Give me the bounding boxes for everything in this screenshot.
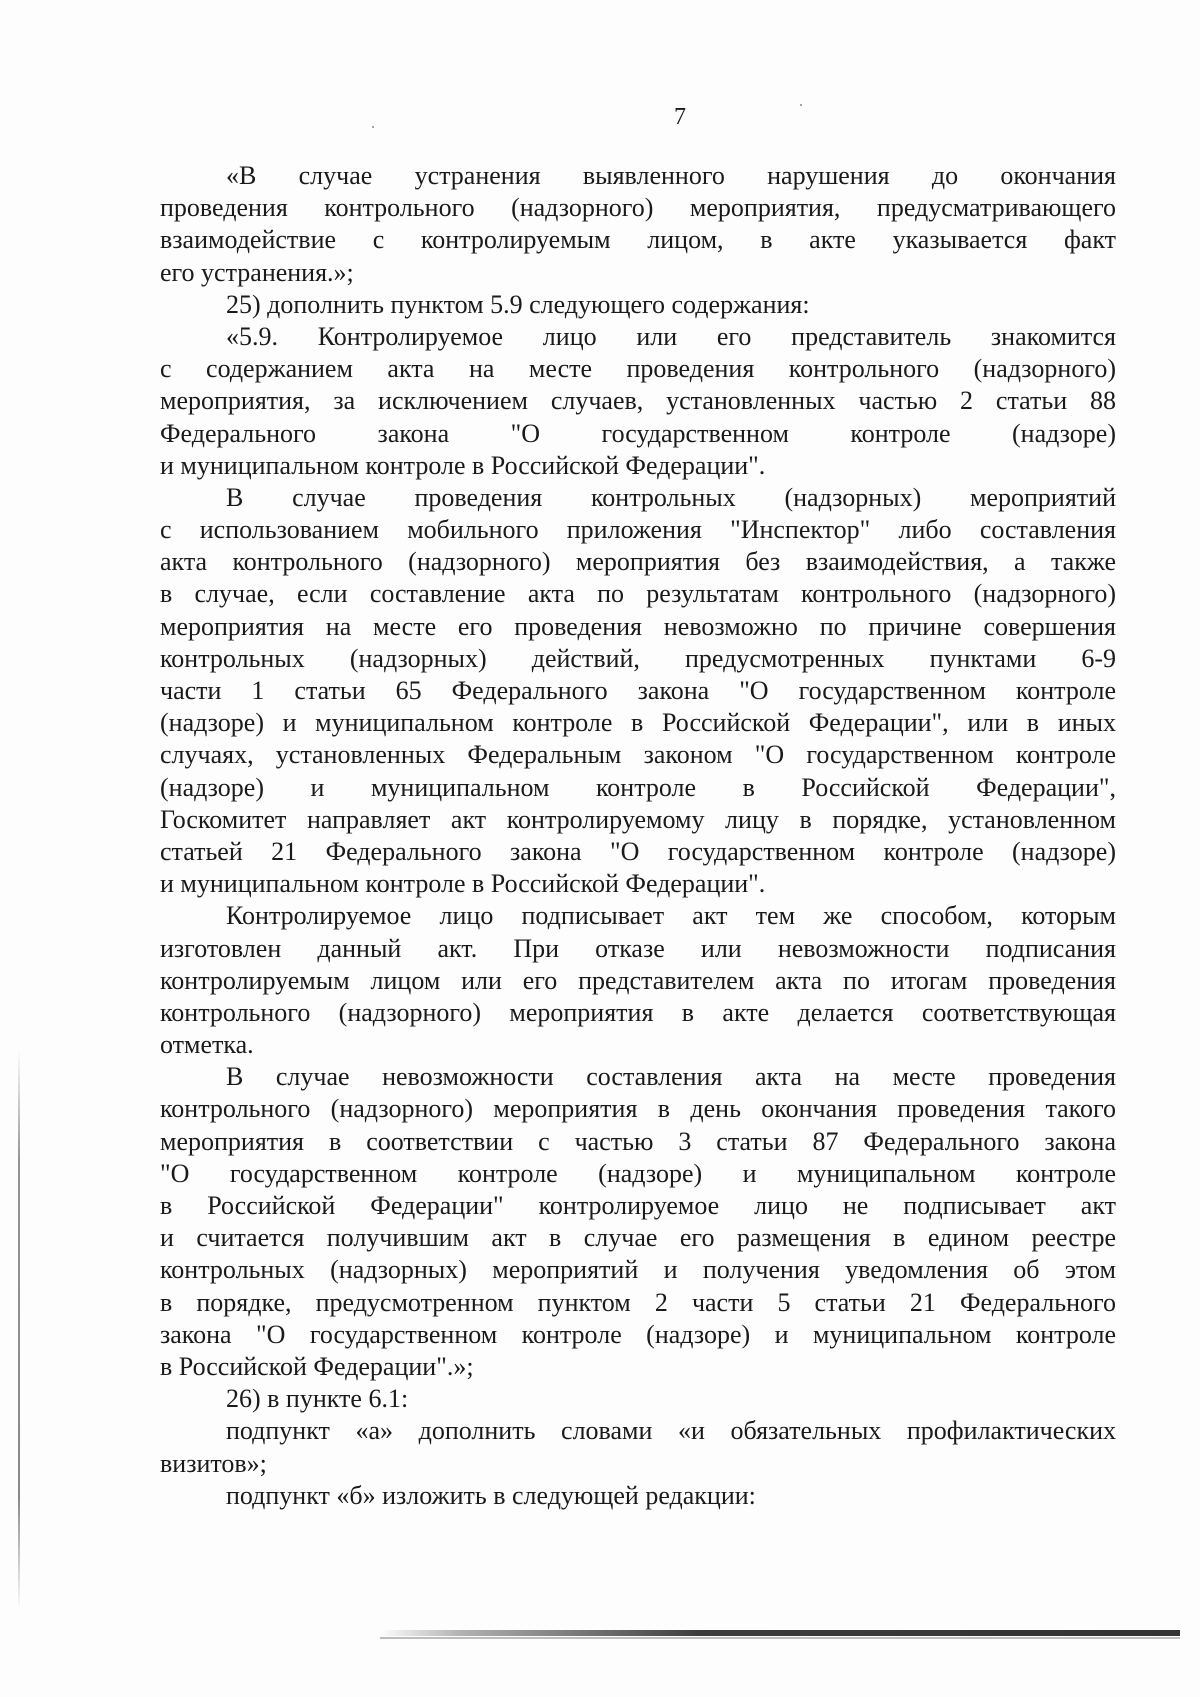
scan-speck	[372, 126, 374, 128]
text-line: (надзоре) и муниципальном контроле в Российской Федерации",	[160, 772, 1116, 802]
text-line: контрольных (надзорных) мероприятий и получения уведомления об этом	[160, 1255, 1116, 1285]
text-line: подпункт «а» дополнить словами «и обязательных профилактических	[226, 1416, 1116, 1446]
paragraph	[160, 289, 1116, 321]
text-line: и муниципальном контроле в Российской Федерации".	[160, 869, 766, 899]
text-line: в порядке, предусмотренном пунктом 2 части 5 статьи 21 Федерального	[160, 1287, 1116, 1317]
paragraph	[160, 1415, 1116, 1479]
paragraph	[160, 321, 1116, 482]
paragraph	[160, 1480, 1116, 1512]
text-line: и считается получившим акт в случае его размещения в едином реестре	[160, 1223, 1116, 1253]
text-line: статьей 21 Федерального закона "О государственном контроле (надзоре)	[160, 836, 1116, 866]
text-line: контрольных (надзорных) действий, предусмотренных пунктами 6-9	[160, 643, 1116, 673]
paragraph	[160, 1383, 1116, 1415]
text-line: в случае, если составление акта по результатам контрольного (надзорного)	[160, 579, 1116, 609]
text-line: взаимодействие с контролируемым лицом, в акте указывается факт	[160, 225, 1116, 255]
scan-edge-bottom-shadow	[380, 1637, 1180, 1639]
text-line: Госкомитет направляет акт контролируемому лицу в порядке, установленном	[160, 804, 1116, 834]
document-body	[160, 160, 1116, 1512]
text-line: контрольного (надзорного) мероприятия в день окончания проведения такого	[160, 1094, 1116, 1124]
text-line: В случае невозможности составления акта на месте проведения	[226, 1062, 1116, 1092]
scan-speck	[800, 104, 802, 106]
scan-edge-left	[18, 1050, 20, 1610]
text-line: Контролируемое лицо подписывает акт тем же способом, которым	[226, 901, 1116, 931]
text-line: визитов»;	[160, 1448, 267, 1478]
text-line: акта контрольного (надзорного) мероприятия без взаимодействия, а также	[160, 547, 1116, 577]
text-line: с содержанием акта на месте проведения контрольного (надзорного)	[160, 354, 1116, 384]
text-line: случаях, установленных Федеральным законом "О государственном контроле	[160, 740, 1116, 770]
text-line: его устранения.»;	[160, 257, 354, 287]
text-line: в Российской Федерации" контролируемое лицо не подписывает акт	[160, 1191, 1116, 1220]
text-line: «5.9. Контролируемое лицо или его представитель знакомится	[226, 321, 1116, 351]
scan-edge-bottom	[380, 1630, 1180, 1636]
text-line: закона "О государственном контроле (надзоре) и муниципальном контроле	[160, 1319, 1116, 1349]
text-line: и муниципальном контроле в Российской Федерации".	[160, 450, 766, 480]
text-line: части 1 статьи 65 Федерального закона "О государственном контроле	[160, 676, 1116, 705]
text-line: "О государственном контроле (надзоре) и муниципальном контроле	[160, 1158, 1116, 1188]
text-line: Федерального закона "О государственном контроле (надзоре)	[160, 418, 1116, 448]
text-line: 25) дополнить пунктом 5.9 следующего содержания:	[226, 289, 810, 319]
text-line: отметка.	[160, 1030, 254, 1060]
text-line: «В случае устранения выявленного нарушения до окончания	[226, 161, 1116, 190]
paragraph	[160, 160, 1116, 289]
paragraph	[160, 900, 1116, 1061]
paragraph	[160, 482, 1116, 900]
text-line: мероприятия на месте его проведения невозможно по причине совершения	[160, 611, 1116, 641]
text-line: мероприятия, за исключением случаев, установленных частью 2 статьи 88	[160, 386, 1116, 416]
text-line: контролируемым лицом или его представителем акта по итогам проведения	[160, 965, 1116, 995]
page-number: 7	[674, 104, 686, 130]
text-line: В случае проведения контрольных (надзорных) мероприятий	[226, 482, 1116, 512]
text-line: изготовлен данный акт. При отказе или невозможности подписания	[160, 933, 1116, 963]
text-line: (надзоре) и муниципальном контроле в Российской Федерации", или в иных	[160, 708, 1116, 738]
text-line: контрольного (надзорного) мероприятия в акте делается соответствующая	[160, 997, 1116, 1027]
paragraph	[160, 1061, 1116, 1383]
text-line: в Российской Федерации".»;	[160, 1351, 474, 1381]
text-line: мероприятия в соответствии с частью 3 статьи 87 Федерального закона	[160, 1126, 1116, 1156]
text-line: 26) в пункте 6.1:	[226, 1384, 409, 1414]
text-line: проведения контрольного (надзорного) мероприятия, предусматривающего	[160, 193, 1116, 223]
text-line: с использованием мобильного приложения "Инспектор" либо составления	[160, 515, 1116, 545]
text-line: подпункт «б» изложить в следующей редакции:	[226, 1480, 756, 1510]
